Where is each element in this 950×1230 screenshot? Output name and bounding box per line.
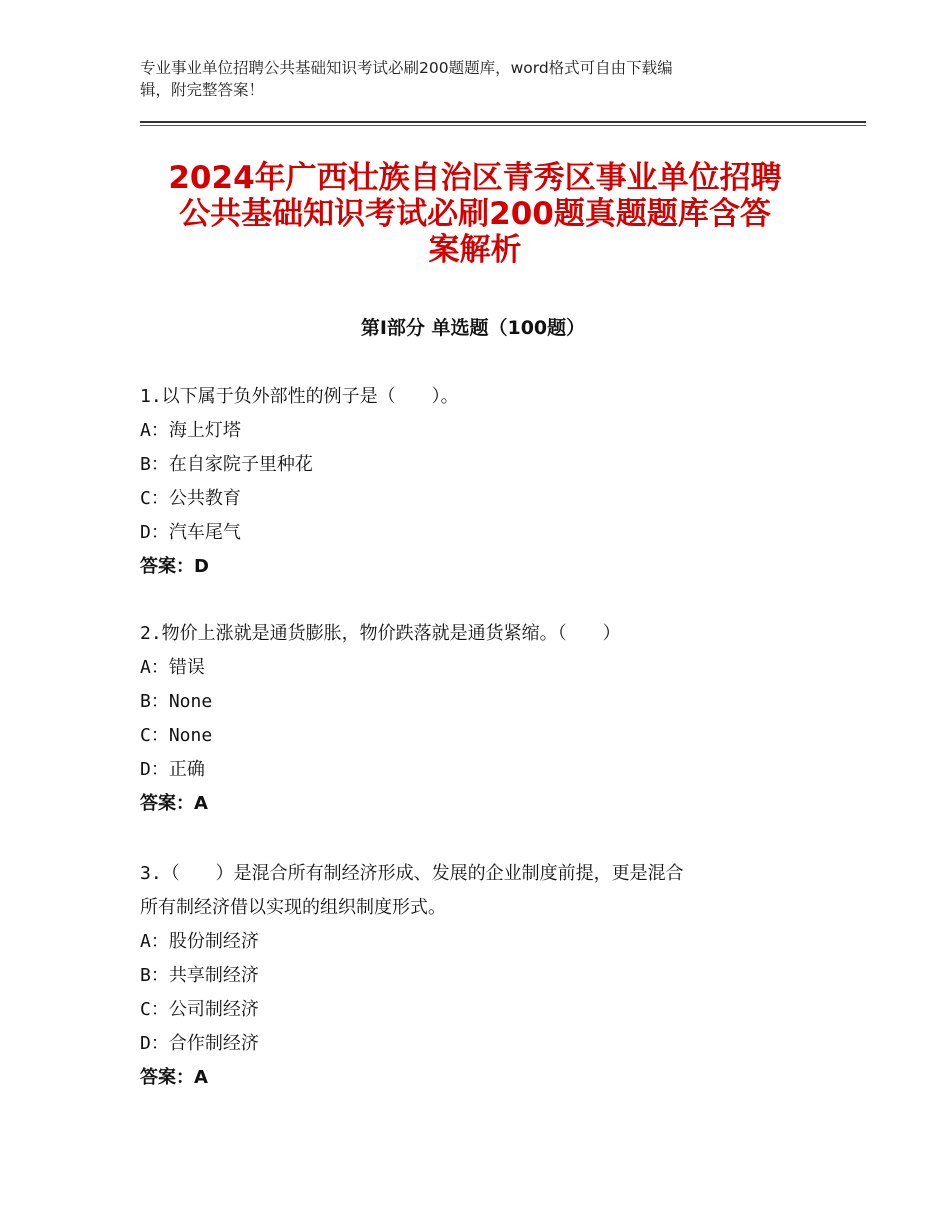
question-1: [140, 380, 820, 584]
option-a: A：股份制经济: [140, 931, 259, 952]
option-c: C：公司制经济: [140, 999, 259, 1020]
question-text: 2.物价上涨就是通货膨胀，物价跌落就是通货紧缩。（ ）: [140, 623, 621, 644]
answer-label: 答案：D: [140, 556, 209, 577]
option-b: B：None: [140, 691, 213, 712]
header-note-line1: 专业事业单位招聘公共基础知识考试必刷200题题库，word格式可自由下载编: [140, 59, 673, 77]
header-divider-thin: [140, 125, 866, 126]
header-note-line2: 辑，附完整答案！: [140, 81, 265, 99]
option-d: D：合作制经济: [140, 1033, 259, 1054]
option-b: B：共享制经济: [140, 965, 259, 986]
question-text-line1: 3.（ ）是混合所有制经济形成、发展的企业制度前提，更是混合: [140, 863, 684, 884]
section-heading: 第Ⅰ部分 单选题（100题）: [360, 317, 586, 339]
title-line1: 2024年广西壮族自治区青秀区事业单位招聘: [168, 160, 782, 196]
option-a: A：错误: [140, 657, 205, 678]
title-line2: 公共基础知识考试必刷200题真题题库含答: [179, 196, 771, 232]
option-c: C：公共教育: [140, 488, 241, 509]
question-3: [140, 857, 820, 1095]
header-note: [140, 57, 800, 101]
title-line3: 案解析: [428, 232, 522, 268]
option-c: C：None: [140, 725, 213, 746]
question-text: 1.以下属于负外部性的例子是（ ）。: [140, 386, 459, 407]
question-text-line2: 所有制经济借以实现的组织制度形式。: [140, 897, 446, 918]
option-a: A：海上灯塔: [140, 420, 241, 441]
document-title: [120, 160, 830, 268]
answer-label: 答案：A: [140, 793, 208, 814]
option-d: D：正确: [140, 759, 205, 780]
answer-label: 答案：A: [140, 1067, 208, 1088]
question-2: [140, 617, 820, 821]
option-d: D：汽车尾气: [140, 522, 241, 543]
header-divider-thick: [140, 121, 866, 123]
option-b: B：在自家院子里种花: [140, 454, 313, 475]
